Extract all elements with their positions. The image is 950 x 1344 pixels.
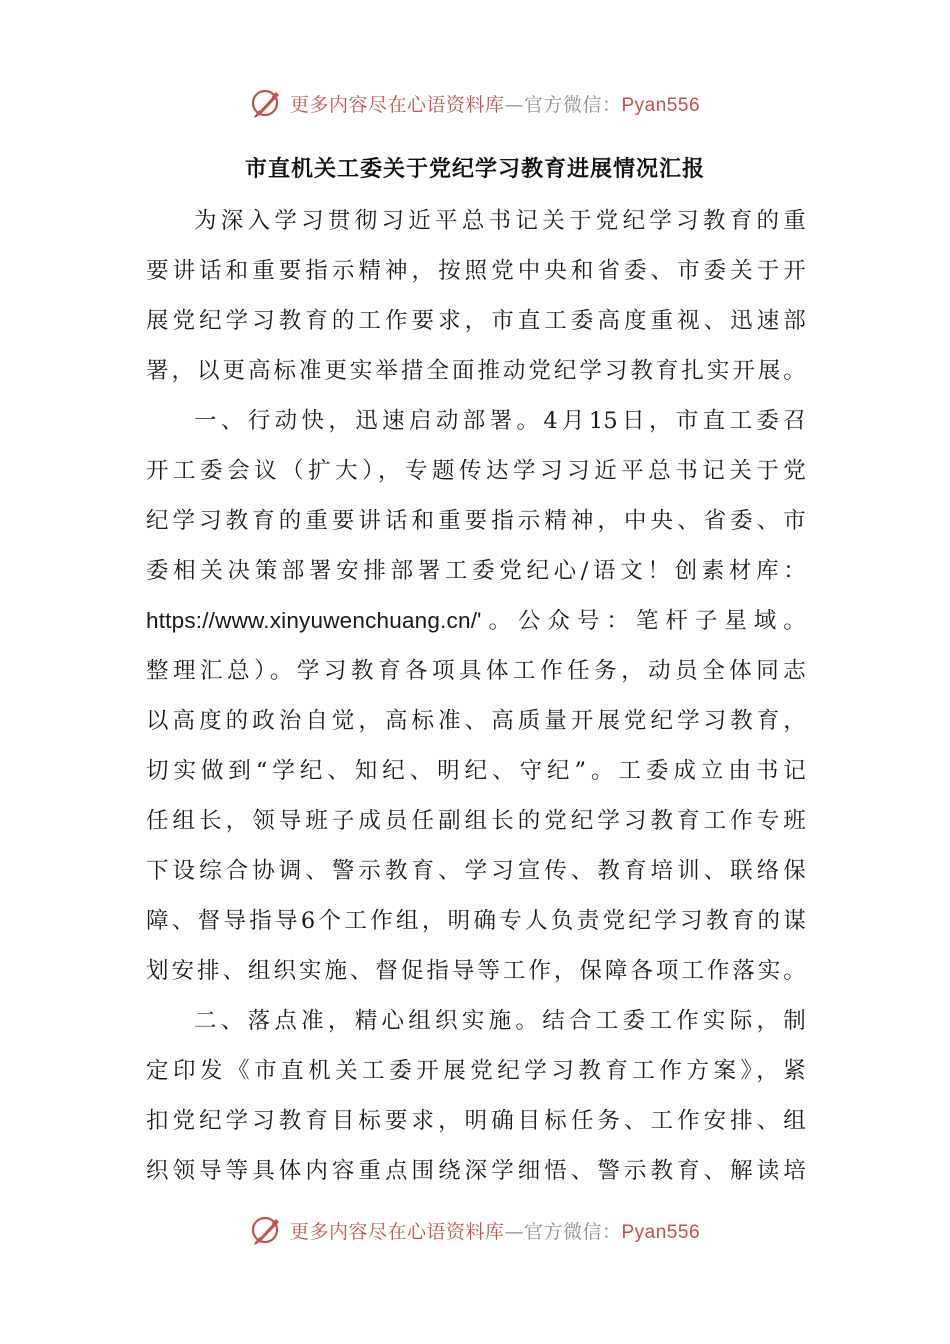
- banner-grey-text: 官方微信：: [523, 93, 622, 116]
- document-title: 市直机关工委关于党纪学习教育进展情况汇报: [244, 157, 705, 182]
- banner-red-text: 更多内容尽在心语资料库: [289, 1220, 505, 1243]
- body-line: 整理汇总）。学习教育各项具体工作任务，动员全体同志: [146, 658, 806, 684]
- body-line: 织领导等具体内容重点围绕深学细悟、警示教育、解读培: [146, 1158, 806, 1184]
- pen-feather-logo-icon: [250, 1213, 284, 1247]
- body-line: 障、督导指导6个工作组，明确专人负责党纪学习教育的谋: [146, 908, 806, 934]
- body-line: 展党纪学习教育的工作要求，市直工委高度重视、迅速部: [146, 308, 806, 334]
- body-line: 定印发《市直机关工委开展党纪学习教育工作方案》，紧: [146, 1058, 806, 1084]
- body-line: 任组长，领导班子成员任副组长的党纪学习教育工作专班: [146, 808, 806, 834]
- banner-dash: —: [504, 93, 524, 116]
- pen-feather-logo-icon: [250, 86, 284, 120]
- banner-red-text: 更多内容尽在心语资料库: [289, 93, 505, 116]
- body-line: 开工委会议（扩大），专题传达学习习近平总书记关于党: [146, 458, 806, 484]
- body-line: 下设综合协调、警示教育、学习宣传、教育培训、联络保: [146, 858, 806, 884]
- body-line: 署，以更高标准更实举措全面推动党纪学习教育扎实开展。: [146, 358, 806, 384]
- body-line: 要讲话和重要指示精神，按照党中央和省委、市委关于开: [146, 258, 806, 284]
- body-line: 一、行动快，迅速启动部署。4月15日，市直工委召: [194, 408, 806, 434]
- banner-dash: —: [504, 1220, 524, 1243]
- body-line: 为深入学习贯彻习近平总书记关于党纪学习教育的重: [194, 208, 806, 234]
- footer-banner: [0, 1208, 950, 1252]
- body-line: 二、落点准，精心组织实施。结合工委工作实际，制: [194, 1008, 806, 1034]
- banner-text: [290, 1217, 700, 1244]
- body-line: 划安排、组织实施、督促指导等工作，保障各项工作落实。: [146, 958, 806, 984]
- body-line: 委相关决策部署安排部署工委党纪心/语文！创素材库：: [146, 558, 806, 584]
- banner-text: [290, 90, 700, 117]
- header-banner: [0, 81, 950, 125]
- body-line: 以高度的政治自觉，高标准、高质量开展党纪学习教育，: [146, 708, 806, 734]
- banner-wechat-id: Pyan556: [621, 94, 701, 116]
- body-line: 切实做到“学纪、知纪、明纪、守纪”。工委成立由书记: [146, 758, 806, 784]
- document-body: [146, 196, 806, 1196]
- body-line-url: https://www.xinyuwenchuang.cn/'。公众号：笔杆子星域。: [146, 608, 806, 633]
- banner-wechat-id: Pyan556: [621, 1221, 701, 1243]
- banner-grey-text: 官方微信：: [523, 1220, 622, 1243]
- body-line: 扣党纪学习教育目标要求，明确目标任务、工作安排、组: [146, 1108, 806, 1134]
- body-line: 纪学习教育的重要讲话和重要指示精神，中央、省委、市: [146, 508, 806, 534]
